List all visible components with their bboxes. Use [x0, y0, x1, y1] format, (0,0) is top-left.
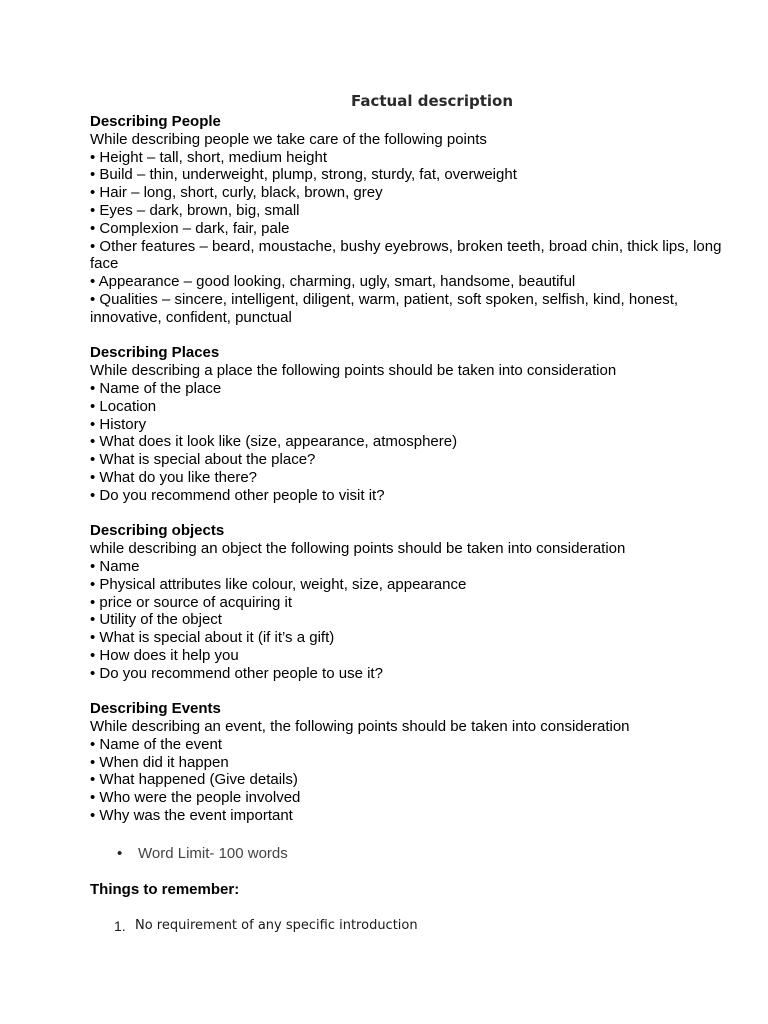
bullet-item: • Hair – long, short, curly, black, brown, grey: [90, 184, 383, 202]
numbered-item-number: 1.: [114, 917, 126, 934]
bullet-item: • Height – tall, short, medium height: [90, 148, 328, 166]
section-intro: While describing a place the following points should be taken into consideration: [90, 362, 617, 380]
bullet-item: • What is special about it (if it’s a gift): [90, 629, 335, 647]
bullet-item: • Eyes – dark, brown, big, small: [90, 201, 300, 219]
document-title: Factual description: [350, 92, 514, 110]
bullet-item: • Appearance – good looking, charming, ugly, smart, handsome, beautiful: [90, 273, 576, 291]
bullet-item: • Other features – beard, moustache, bushy eyebrows, broken teeth, broad chin, thick lips, long face: [90, 237, 722, 273]
section-heading: Describing objects: [90, 522, 225, 540]
word-limit-text: Word Limit- 100 words: [138, 844, 288, 862]
bullet-item: • What does it look like (size, appearance, atmosphere): [90, 433, 458, 451]
bullet-item: • When did it happen: [90, 753, 229, 771]
bullet-item: • What do you like there?: [90, 468, 258, 486]
section-heading: Describing Events: [90, 700, 221, 718]
bullet-item: • What is special about the place?: [90, 451, 316, 469]
bullet-item: • What happened (Give details): [90, 771, 298, 789]
bullet-item: • How does it help you: [90, 646, 239, 664]
bullet-item: • Name of the event: [90, 735, 222, 753]
bullet-list: [90, 149, 730, 327]
bullet-item: • price or source of acquiring it: [90, 593, 293, 611]
word-limit-item: [117, 845, 730, 863]
section: [90, 344, 730, 504]
bullet-item: • Location: [90, 397, 157, 415]
bullet-item: • Name: [90, 557, 140, 575]
bullet-item: • Do you recommend other people to use it?: [90, 664, 383, 682]
section: [90, 700, 730, 825]
remember-heading: Things to remember:: [90, 880, 240, 898]
sections-container: [90, 113, 730, 825]
bullet-item: • Complexion – dark, fair, pale: [90, 219, 290, 237]
document-page: [90, 90, 730, 935]
section-heading: Describing People: [90, 113, 221, 130]
section-heading: Describing Places: [90, 344, 220, 362]
bullet-item: • Utility of the object: [90, 611, 222, 629]
bullet-item: • Qualities – sincere, intelligent, diligent, warm, patient, soft spoken, selfish, kind, honest, innovative, confident, punctual: [90, 290, 679, 326]
bullet-list: [90, 380, 730, 505]
bullet-item: • Physical attributes like colour, weight, size, appearance: [90, 575, 467, 593]
numbered-item-text: No requirement of any specific introduction: [135, 917, 418, 933]
bullet-item: • History: [90, 415, 147, 433]
bullet-list: [90, 558, 730, 683]
word-limit-bullet: •: [117, 844, 123, 862]
section: [90, 113, 730, 327]
section: [90, 522, 730, 682]
section-intro: while describing an object the following points should be taken into consideration: [90, 540, 626, 558]
section-intro: While describing an event, the following points should be taken into consideration: [90, 718, 630, 736]
bullet-list: [90, 736, 730, 825]
bullet-item: • Why was the event important: [90, 807, 293, 825]
numbered-item: [114, 917, 730, 935]
bullet-item: • Who were the people involved: [90, 789, 301, 807]
bullet-item: • Build – thin, underweight, plump, strong, sturdy, fat, overweight: [90, 166, 517, 184]
bullet-item: • Name of the place: [90, 379, 222, 397]
section-intro: While describing people we take care of the following points: [90, 130, 487, 148]
bullet-item: • Do you recommend other people to visit it?: [90, 486, 385, 504]
